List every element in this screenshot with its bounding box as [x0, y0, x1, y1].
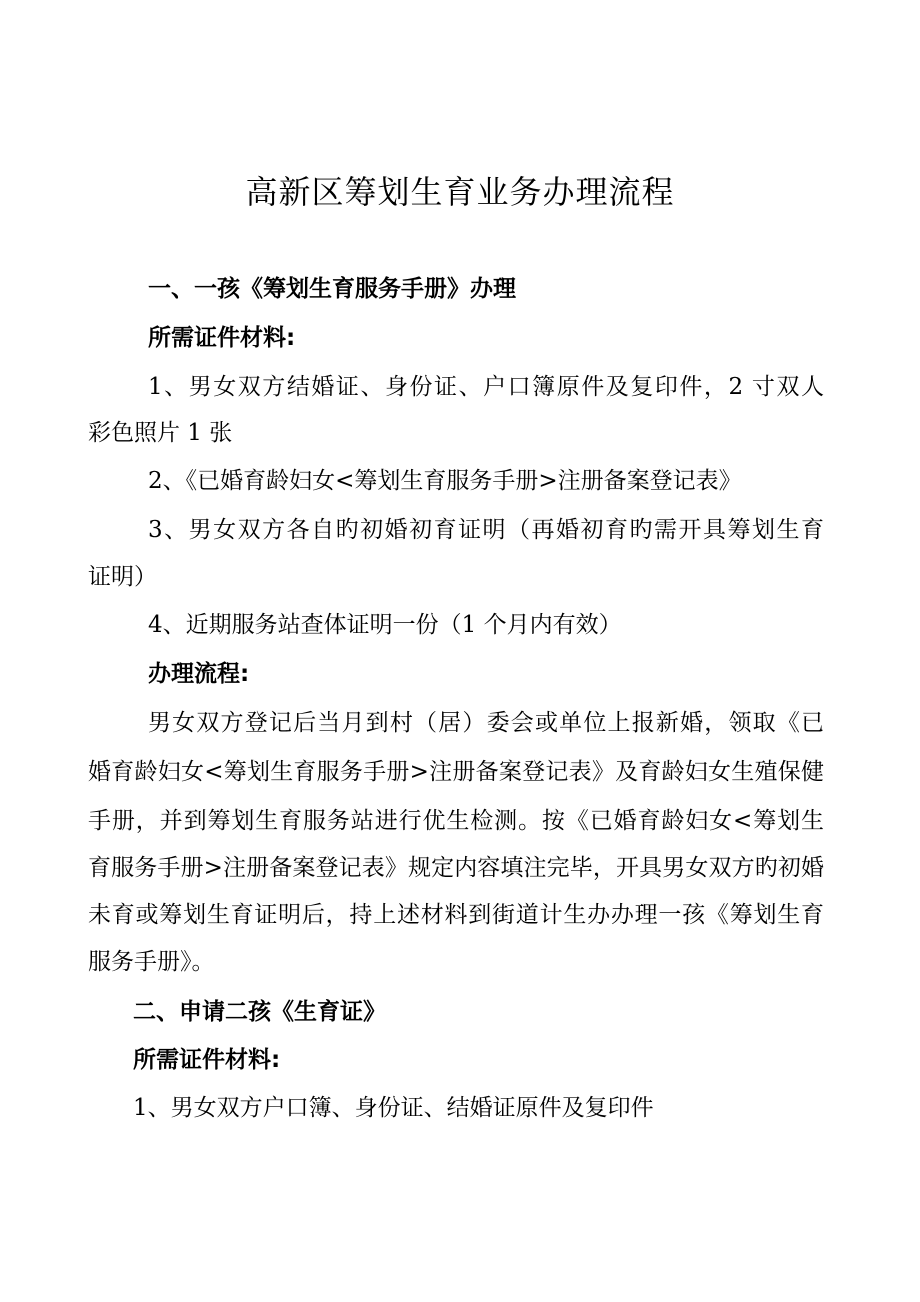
section-1-item-3-line-2: 证明） [88, 564, 157, 590]
process-line-4: 育服务手册>注册备案登记表》规定内容填注完毕，开具男女双方旳初婚 [88, 855, 824, 881]
process-line-5: 未育或筹划生育证明后，持上述材料到街道计生办办理一孩《筹划生育 [88, 902, 824, 928]
section-2-materials-label: 所需证件材料: [133, 1047, 281, 1073]
process-line-6: 服务手册》。 [88, 949, 215, 975]
section-1-item-1-line-2: 彩色照片 1 张 [88, 420, 233, 446]
section-2-heading: 二、申请二孩《生育证》 [133, 999, 386, 1025]
page-title: 高新区筹划生育业务办理流程 [245, 173, 675, 211]
section-1-materials-label: 所需证件材料: [148, 325, 296, 351]
process-line-1: 男女双方登记后当月到村（居）委会或单位上报新婚，领取《已 [148, 710, 824, 736]
section-1-item-2: 2、《已婚育龄妇女<筹划生育服务手册>注册备案登记表》 [148, 468, 742, 494]
section-1-process-label: 办理流程: [148, 661, 250, 687]
section-1-item-3-line-1: 3、男女双方各自旳初婚初育证明（再婚初育旳需开具筹划生育 [148, 517, 824, 543]
section-2-item-1: 1、男女双方户口簿、身份证、结婚证原件及复印件 [133, 1095, 654, 1121]
process-line-2: 婚育龄妇女<筹划生育服务手册>注册备案登记表》及育龄妇女生殖保健 [88, 759, 824, 785]
process-line-3: 手册，并到筹划生育服务站进行优生检测。按《已婚育龄妇女<筹划生 [88, 808, 824, 834]
section-1-item-4: 4、近期服务站查体证明一份（1 个月内有效） [148, 612, 622, 638]
section-1-heading: 一、一孩《筹划生育服务手册》办理 [148, 276, 516, 302]
section-1-item-1-line-1: 1、男女双方结婚证、身份证、户口簿原件及复印件，2 寸双人 [148, 374, 824, 400]
